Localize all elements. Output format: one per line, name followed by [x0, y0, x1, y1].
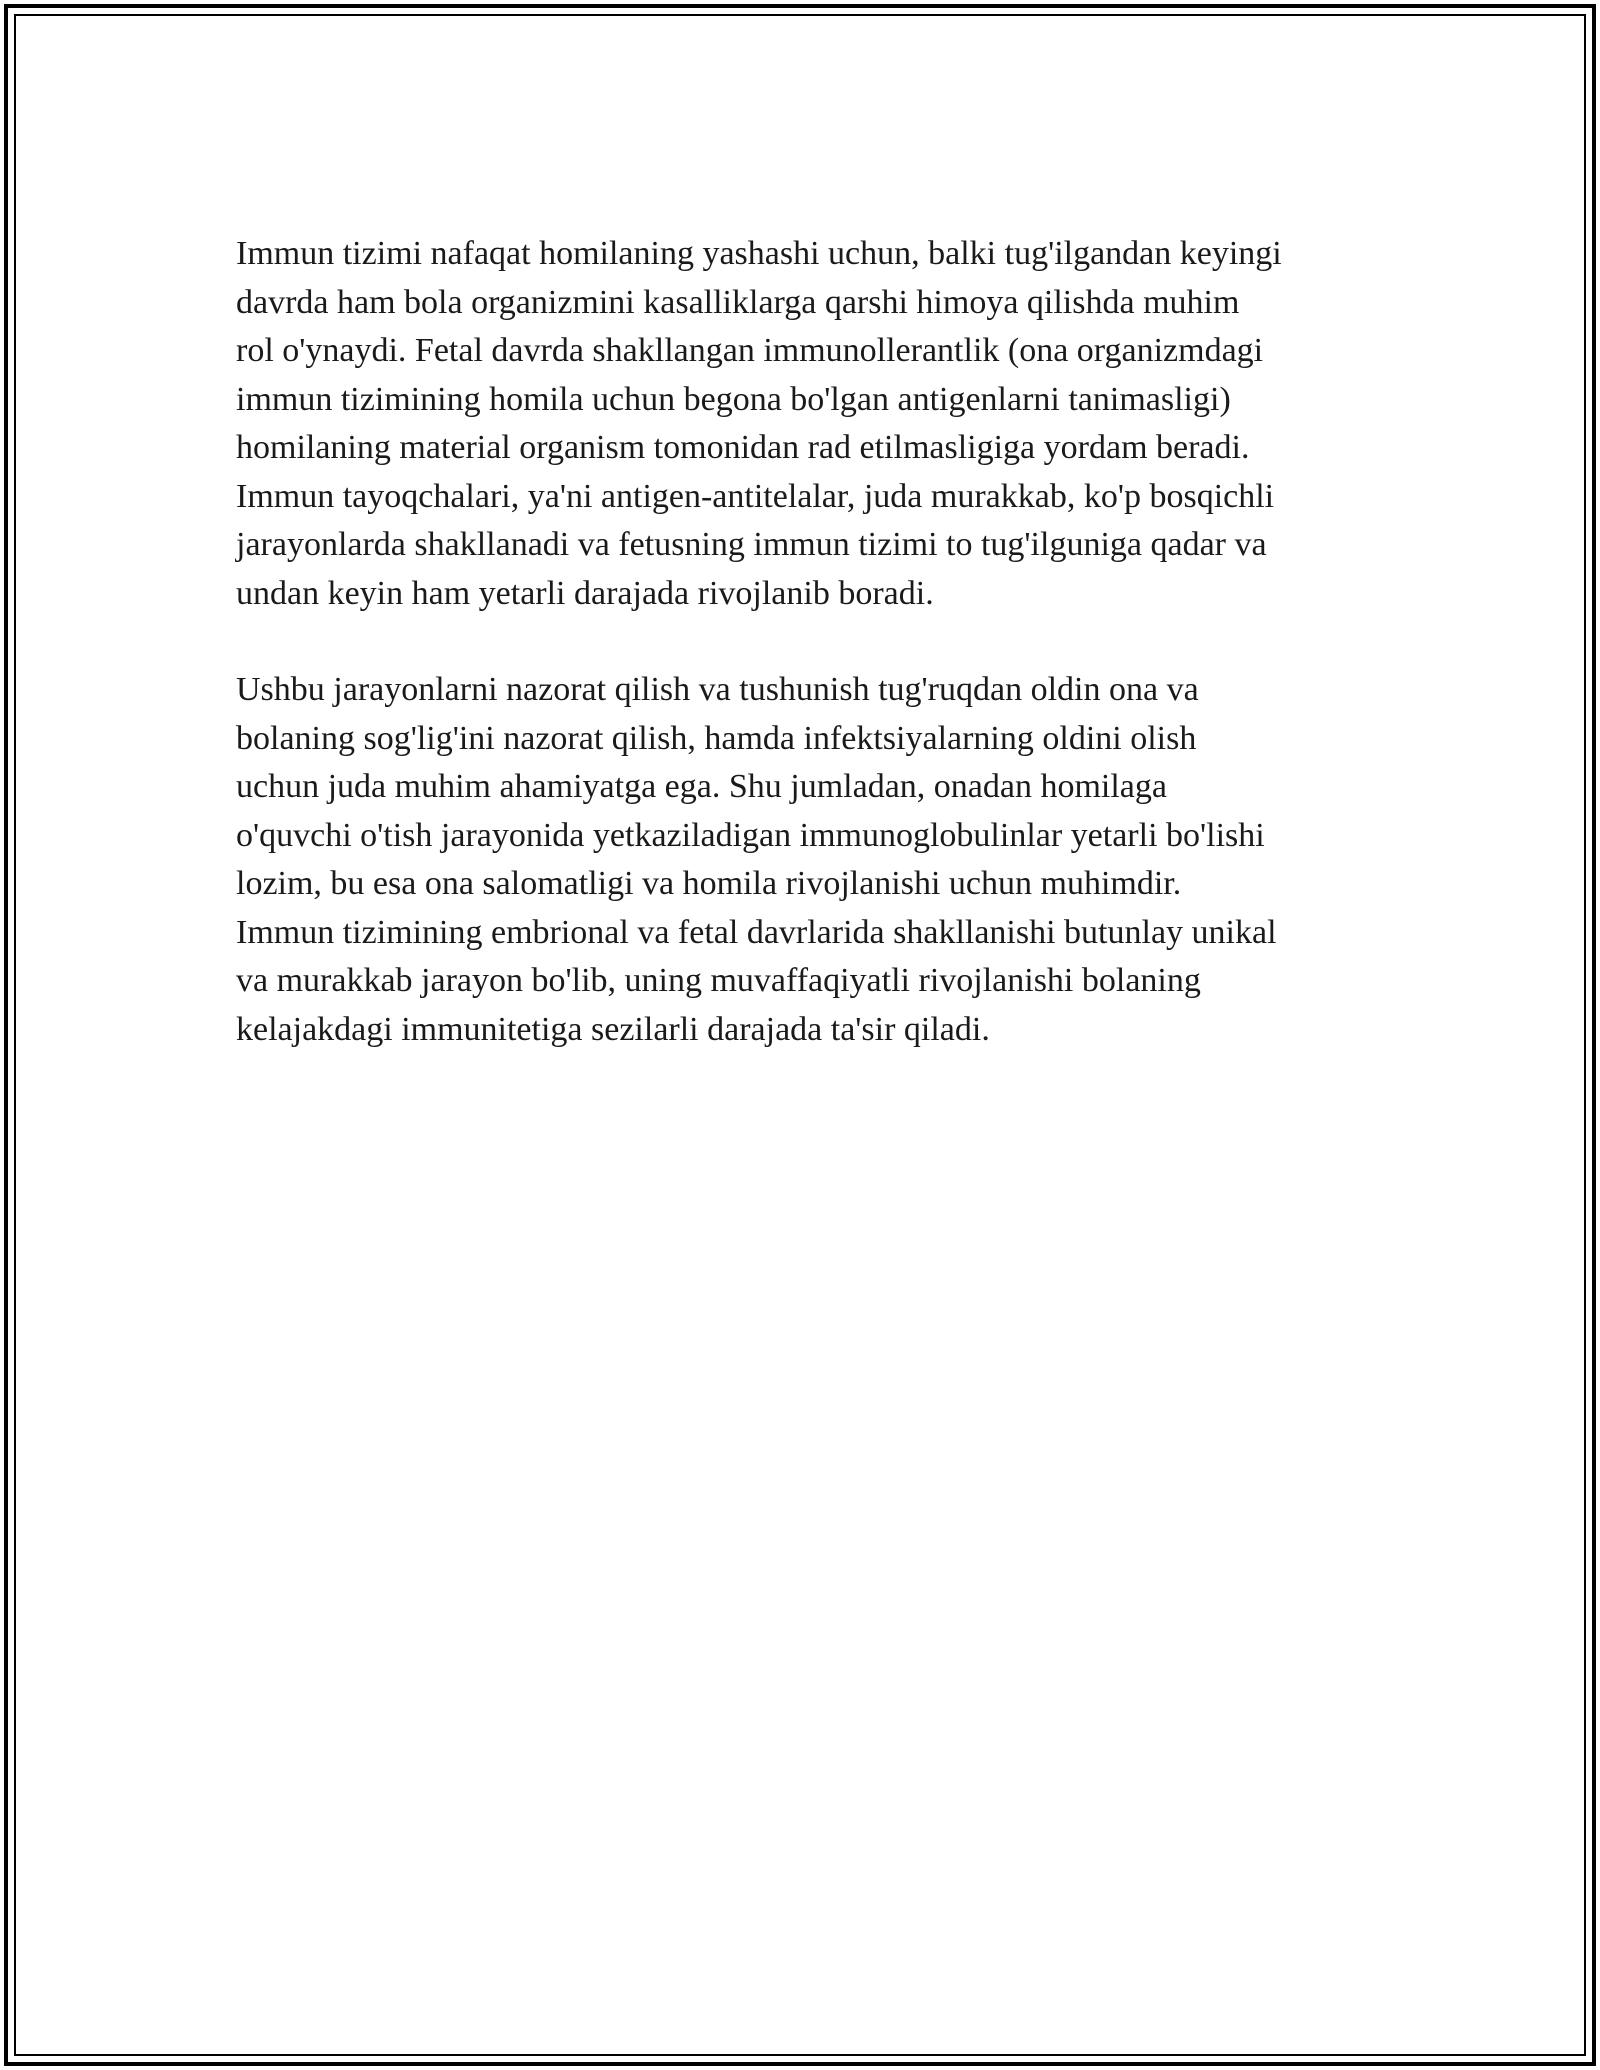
document-body: [236, 230, 1376, 1102]
paragraph-2: Ushbu jarayonlarni nazorat qilish va tushunish tug'ruqdan oldin ona va bolaning sog'lig'ini nazorat qilish, hamda infektsiyalarning oldini olish uchun juda muhim ahamiyatga ega. Shu jumladan, onadan homilaga o'quvchi o'tish jarayonida yetkaziladigan immunoglobulinlar yetarli bo'lishi lozim, bu esa ona salomatligi va homila rivojlanishi uchun muhimdir. Immun tizimining embrional va fetal davrlarida shakllanishi butunlay unikal va murakkab jarayon bo'lib, uning muvaffaqiyatli rivojlanishi bolaning kelajakdagi immunitetiga sezilarli darajada ta'sir qiladi.: [236, 671, 1277, 1048]
paragraph-1: Immun tizimi nafaqat homilaning yashashi uchun, balki tug'ilgandan keyingi davrda ham bola organizmini kasalliklarga qarshi himoya qilishda muhim rol o'ynaydi. Fetal davrda shakllangan immunollerantlik (ona organizmdagi immun tizimining homila uchun begona bo'lgan antigenlarni tanimasligi) homilaning material organism tomonidan rad etilmasligiga yordam beradi. Immun tayoqchalari, ya'ni antigen-antitelalar, juda murakkab, ko'p bosqichli jarayonlarda shakllanadi va fetusning immun tizimi to tug'ilguniga qadar va undan keyin ham yetarli darajada rivojlanib boradi.: [236, 235, 1282, 612]
